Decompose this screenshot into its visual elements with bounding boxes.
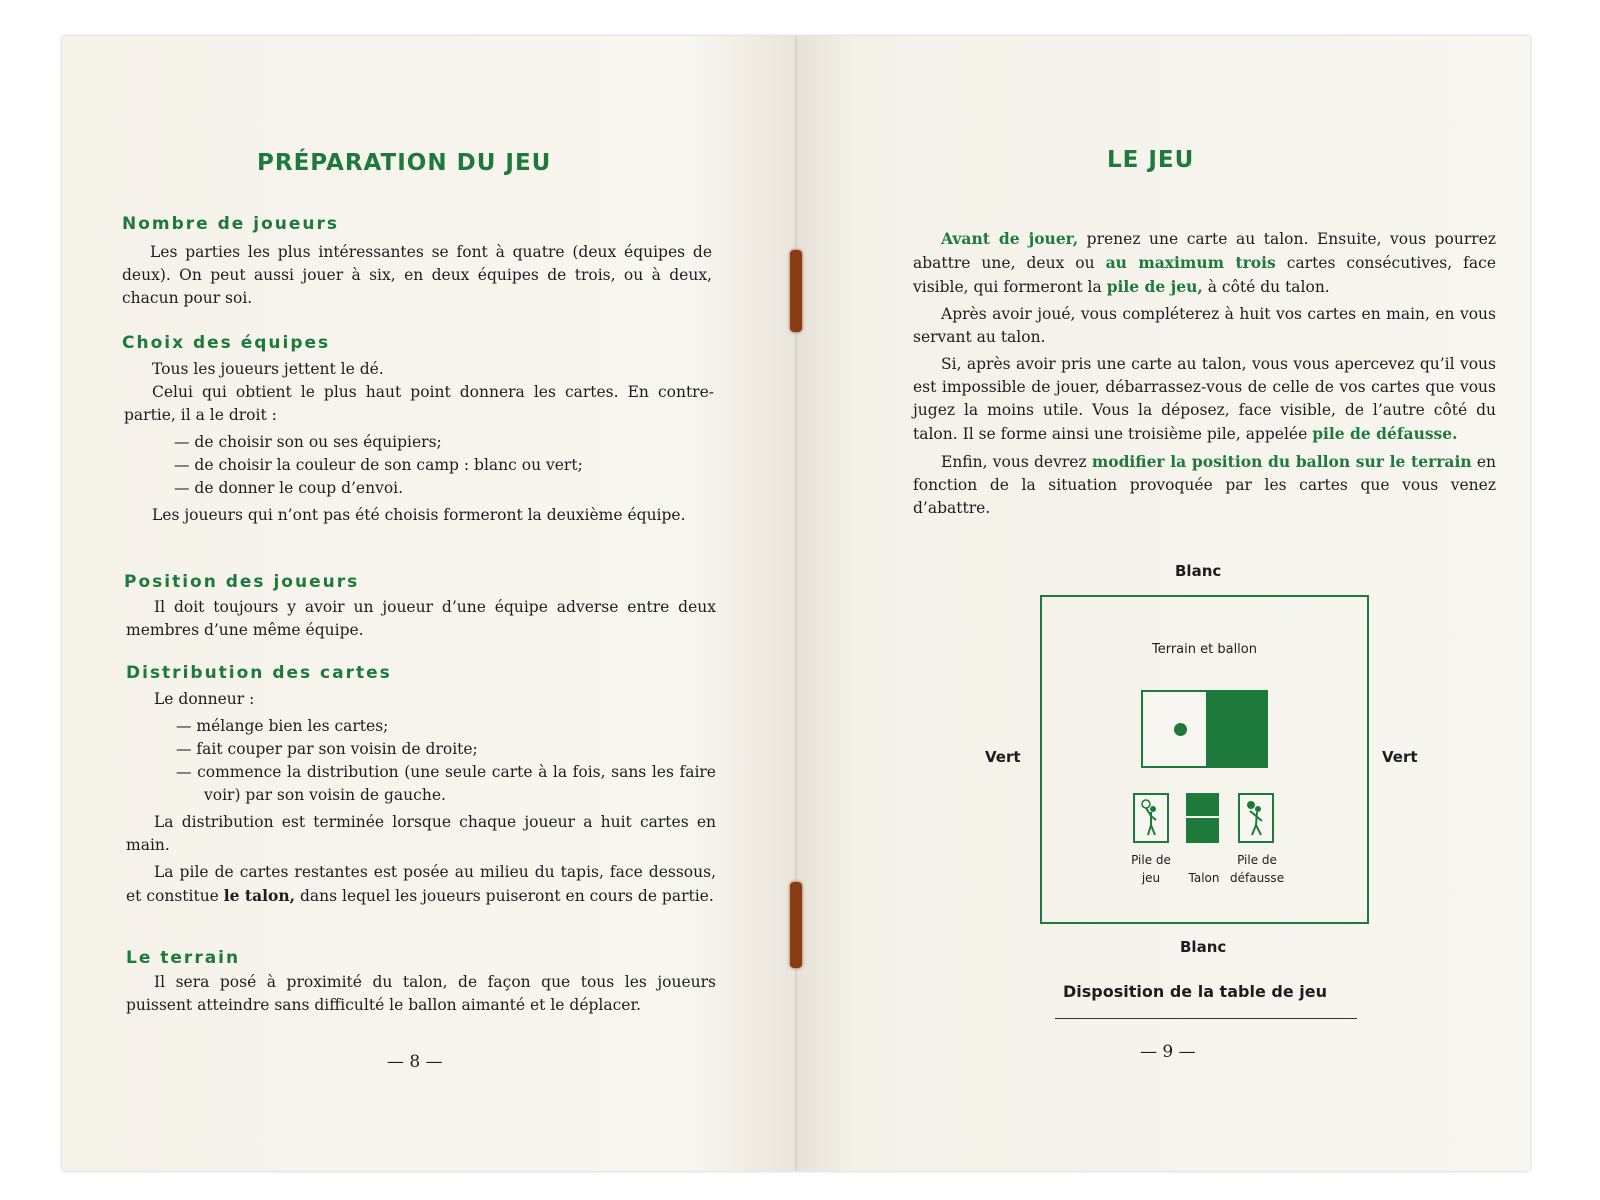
pile-jeu-label: Pile de jeu bbox=[1131, 853, 1171, 885]
right-para3 bbox=[913, 353, 1496, 446]
diagram-caption: Disposition de la table de jeu bbox=[1063, 982, 1327, 1001]
terrain-green-half bbox=[1206, 690, 1268, 768]
diagram-label-left: Vert bbox=[985, 748, 1021, 766]
page-number-left: — 8 — bbox=[387, 1052, 443, 1072]
heading-distribution: Distribution des cartes bbox=[126, 663, 392, 683]
staple-bottom bbox=[790, 882, 802, 968]
booklet bbox=[62, 36, 1530, 1171]
terrain-label: Terrain et ballon bbox=[1151, 642, 1257, 657]
talon-card bbox=[1186, 793, 1219, 843]
terrain-text bbox=[126, 971, 716, 1017]
distribution-dash2: — fait couper par son voisin de droite; bbox=[176, 740, 478, 758]
right-para2: Après avoir joué, vous compléterez à huit vos cartes en main, en vous servant au talon. bbox=[913, 305, 1496, 346]
para3-pile-defausse: pile de défausse. bbox=[1312, 424, 1458, 443]
distribution-p1: Le donneur : bbox=[154, 690, 255, 708]
caption-underline bbox=[1055, 1018, 1357, 1019]
choix-text bbox=[124, 358, 714, 527]
position-p1: Il doit toujours y avoir un joueur d’une équipe adverse entre deux membres d’une même équipe. bbox=[126, 598, 716, 639]
position-text bbox=[126, 596, 716, 642]
game-table-diagram bbox=[1040, 595, 1369, 924]
right-para1 bbox=[913, 227, 1496, 299]
para4-a: Enfin, vous devrez bbox=[941, 453, 1092, 471]
player-figure-icon bbox=[1135, 795, 1167, 841]
nombre-p1: Les parties les plus intéressantes se font à quatre (deux équipes de deux). On peut aussi jouer à six, en deux équipes de trois, ou à deux, chacun pour soi. bbox=[122, 243, 712, 307]
choix-dash2: — de choisir la couleur de son camp : blanc ou vert; bbox=[174, 456, 583, 474]
right-text bbox=[913, 227, 1496, 520]
pile-defausse-card bbox=[1238, 793, 1274, 843]
staple-top bbox=[790, 250, 802, 332]
heading-nombre: Nombre de joueurs bbox=[122, 214, 339, 234]
diagram-label-right: Vert bbox=[1382, 748, 1418, 766]
pile-defausse-label: Pile de défausse bbox=[1230, 853, 1285, 885]
choix-p3: Les joueurs qui n’ont pas été choisis formeront la deuxième équipe. bbox=[152, 506, 686, 524]
para1-maximum: au maximum trois bbox=[1105, 253, 1276, 272]
left-page bbox=[62, 36, 797, 1171]
heading-terrain: Le terrain bbox=[126, 948, 241, 968]
terrain-p1: Il sera posé à proximité du talon, de façon que tous les joueurs puissent atteindre sans difficulté le ballon aimanté et le déplacer. bbox=[126, 973, 716, 1014]
distribution-p3 bbox=[126, 861, 716, 908]
distribution-p3-talon: le talon, bbox=[223, 886, 296, 905]
choix-p2: Celui qui obtient le plus haut point donnera les cartes. En contre-partie, il a le droit : bbox=[124, 383, 714, 424]
para1-avant-de-jouer: Avant de jouer, bbox=[941, 229, 1079, 248]
para1-b: prenez une carte au talon. Ensuite, vous pourrez abattre une, deux ou bbox=[913, 230, 1496, 272]
right-page-title: LE JEU bbox=[1107, 147, 1195, 173]
page-number-right: — 9 — bbox=[1140, 1042, 1196, 1062]
para4-modifier: modifier la position du ballon sur le terrain bbox=[1091, 452, 1472, 471]
para4-c: en fonction de la situation provoquée par les cartes que vous venez d’abattre. bbox=[913, 453, 1496, 517]
choix-dash3: — de donner le coup d’envoi. bbox=[174, 479, 404, 497]
para1-f: à côté du talon. bbox=[1202, 278, 1330, 296]
right-page bbox=[797, 36, 1530, 1171]
terrain-white-half bbox=[1141, 690, 1206, 768]
para1-pile-de-jeu: pile de jeu, bbox=[1106, 277, 1203, 296]
para3-a: Si, après avoir pris une carte au talon, vous vous apercevez qu’il vous est impossible de jouer, débarrassez-vous de celle de vos cartes que vous jugez la moins utile. Vous la déposez, face visible, de l’autre côté du talon. Il se forme ainsi une troisième pile, appelée bbox=[913, 355, 1496, 443]
choix-p1: Tous les joueurs jettent le dé. bbox=[152, 360, 384, 378]
right-para4 bbox=[913, 450, 1496, 520]
talon-separator bbox=[1186, 816, 1219, 818]
para1-d: cartes consécutives, face visible, qui formeront la bbox=[913, 254, 1497, 296]
left-page-title: PRÉPARATION DU JEU bbox=[257, 150, 552, 176]
diagram-label-bottom: Blanc bbox=[1180, 938, 1227, 956]
nombre-text bbox=[122, 241, 712, 310]
player-figure-icon bbox=[1240, 795, 1272, 841]
distribution-dash1: — mélange bien les cartes; bbox=[176, 717, 389, 735]
pile-jeu-card bbox=[1133, 793, 1169, 843]
heading-position: Position des joueurs bbox=[124, 572, 360, 592]
heading-choix: Choix des équipes bbox=[122, 333, 331, 353]
talon-label: Talon bbox=[1188, 871, 1220, 885]
distribution-text bbox=[126, 688, 716, 908]
choix-dash1: — de choisir son ou ses équipiers; bbox=[174, 433, 442, 451]
distribution-p3-a: La pile de cartes restantes est posée au milieu du tapis, face dessous, et constitue bbox=[126, 863, 716, 905]
distribution-p2: La distribution est terminée lorsque chaque joueur a huit cartes en main. bbox=[126, 813, 716, 854]
distribution-p3-c: dans lequel les joueurs puiseront en cours de partie. bbox=[295, 887, 714, 905]
distribution-dash3: — commence la distribution (une seule carte à la fois, sans les faire voir) par son voisin de gauche. bbox=[176, 763, 716, 804]
ball-icon bbox=[1174, 723, 1187, 736]
diagram-label-top: Blanc bbox=[1175, 562, 1222, 580]
